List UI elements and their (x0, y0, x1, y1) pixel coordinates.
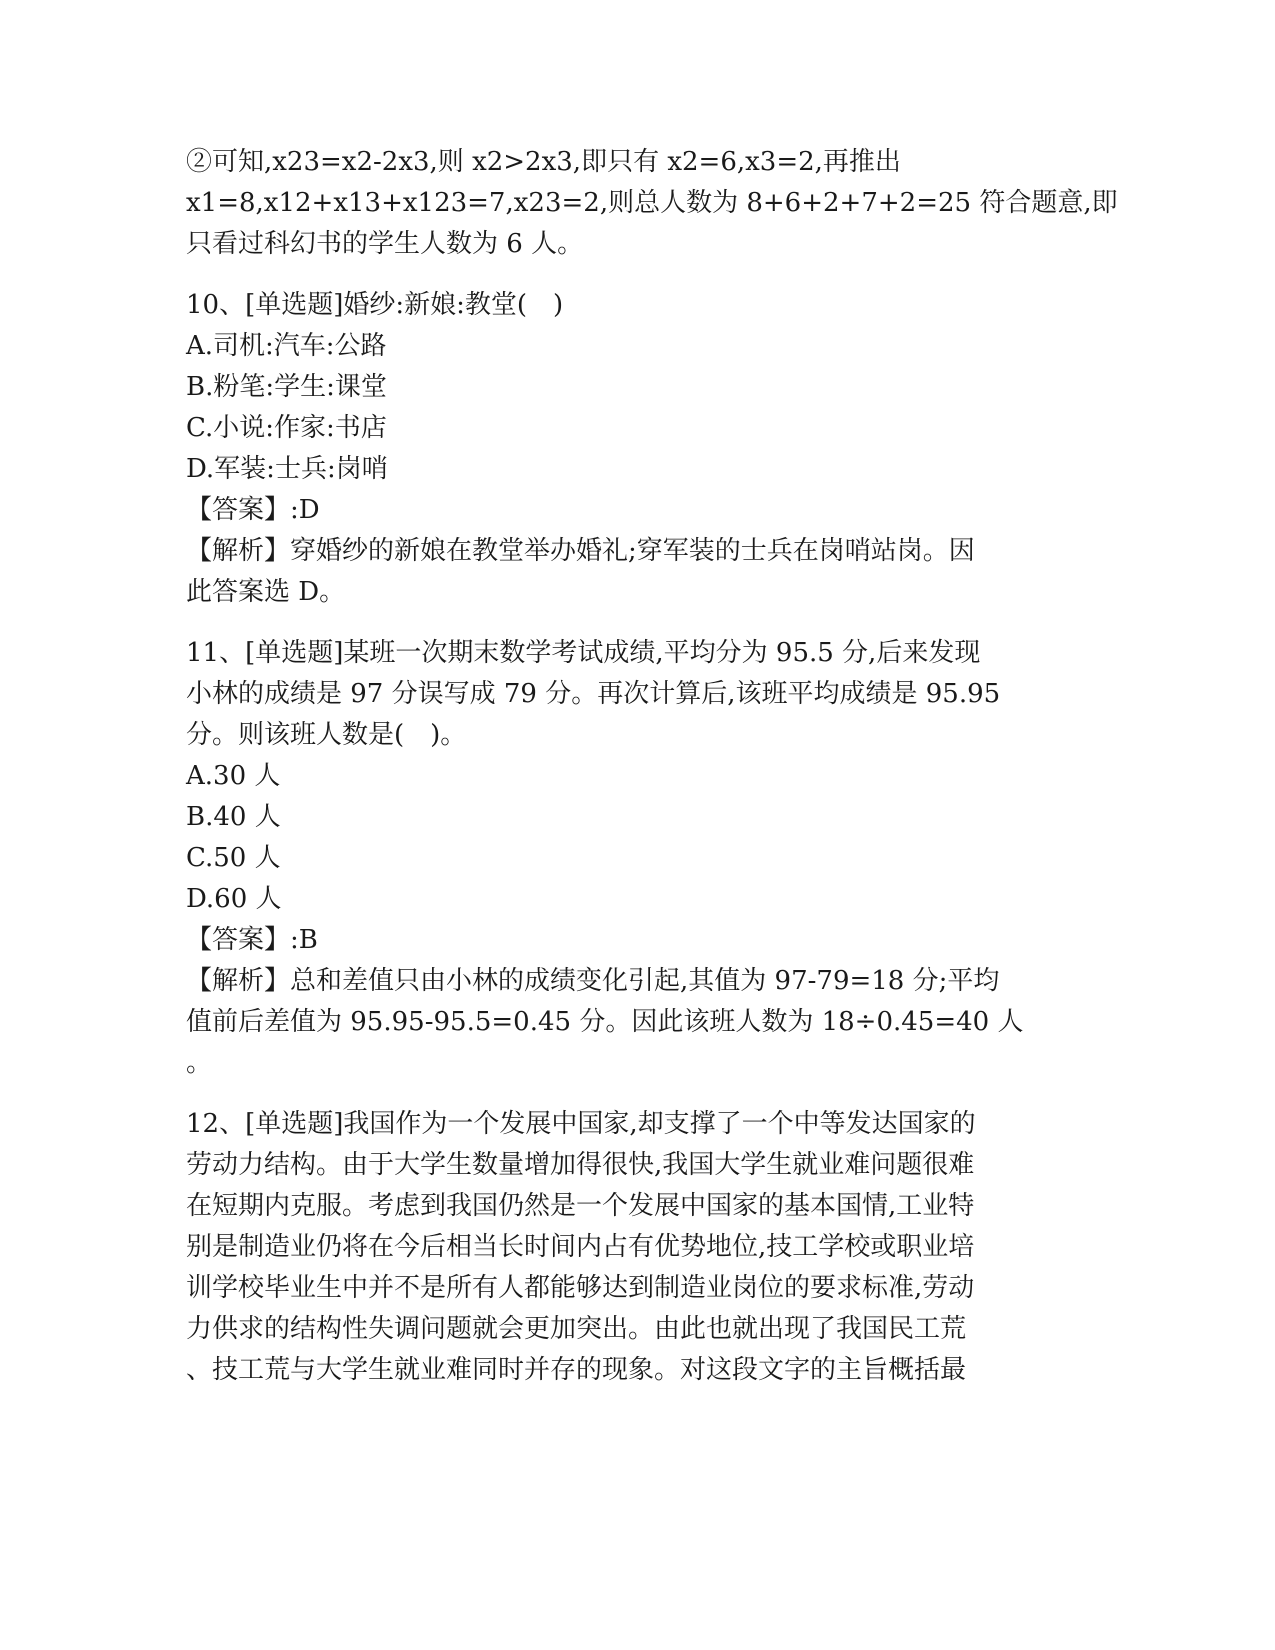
question-11-analysis-line-1: 【解析】总和差值只由小林的成绩变化引起,其值为 97-79=18 分;平均 (186, 966, 1000, 996)
intro-line-3: 只看过科幻书的学生人数为 6 人。 (186, 229, 584, 259)
question-10-option-c: C.小说:作家:书店 (186, 413, 387, 443)
question-10-option-d: D.军装:士兵:岗哨 (186, 454, 388, 484)
question-11-stem-line-3: 分。则该班人数是( )。 (186, 720, 467, 750)
question-11-option-c: C.50 人 (186, 843, 281, 873)
question-10-analysis-line-2: 此答案选 D。 (186, 577, 346, 607)
question-11-stem-line-1: 11、[单选题]某班一次期末数学考试成绩,平均分为 95.5 分,后来发现 (186, 638, 981, 668)
question-12-stem-line-7: 、技工荒与大学生就业难同时并存的现象。对这段文字的主旨概括最 (186, 1355, 967, 1385)
intro-line-2: x1=8,x12+x13+x123=7,x23=2,则总人数为 8+6+2+7+2=25 符合题意,即 (186, 188, 1118, 218)
question-12-stem-line-3: 在短期内克服。考虑到我国仍然是一个发展中国家的基本国情,工业特 (186, 1191, 975, 1221)
question-12-stem-line-1: 12、[单选题]我国作为一个发展中国家,却支撑了一个中等发达国家的 (186, 1109, 976, 1139)
question-11-analysis-line-2: 值前后差值为 95.95-95.5=0.45 分。因此该班人数为 18÷0.45=40 人 (186, 1007, 1024, 1037)
question-10-answer: 【答案】:D (186, 495, 320, 525)
question-10-option-a: A.司机:汽车:公路 (186, 331, 387, 361)
question-12-stem-line-6: 力供求的结构性失调问题就会更加突出。由此也就出现了我国民工荒 (186, 1314, 967, 1344)
question-11-answer: 【答案】:B (186, 925, 318, 955)
question-11-option-d: D.60 人 (186, 884, 282, 914)
question-12-stem-line-4: 别是制造业仍将在今后相当长时间内占有优势地位,技工学校或职业培 (186, 1232, 975, 1262)
question-11-analysis-line-3: 。 (186, 1048, 213, 1078)
question-11-stem-line-2: 小林的成绩是 97 分误写成 79 分。再次计算后,该班平均成绩是 95.95 (186, 679, 1001, 709)
question-11-option-b: B.40 人 (186, 802, 281, 832)
question-12-stem-line-5: 训学校毕业生中并不是所有人都能够达到制造业岗位的要求标准,劳动 (186, 1273, 975, 1303)
question-11-option-a: A.30 人 (186, 761, 281, 791)
intro-line-1: ②可知,x23=x2-2x3,则 x2>2x3,即只有 x2=6,x3=2,再推出 (186, 147, 901, 177)
question-10-analysis-line-1: 【解析】穿婚纱的新娘在教堂举办婚礼;穿军装的士兵在岗哨站岗。因 (186, 536, 975, 566)
question-10-stem: 10、[单选题]婚纱:新娘:教堂( ) (186, 290, 564, 320)
question-10-option-b: B.粉笔:学生:课堂 (186, 372, 387, 402)
question-12-stem-line-2: 劳动力结构。由于大学生数量增加得很快,我国大学生就业难问题很难 (186, 1150, 975, 1180)
